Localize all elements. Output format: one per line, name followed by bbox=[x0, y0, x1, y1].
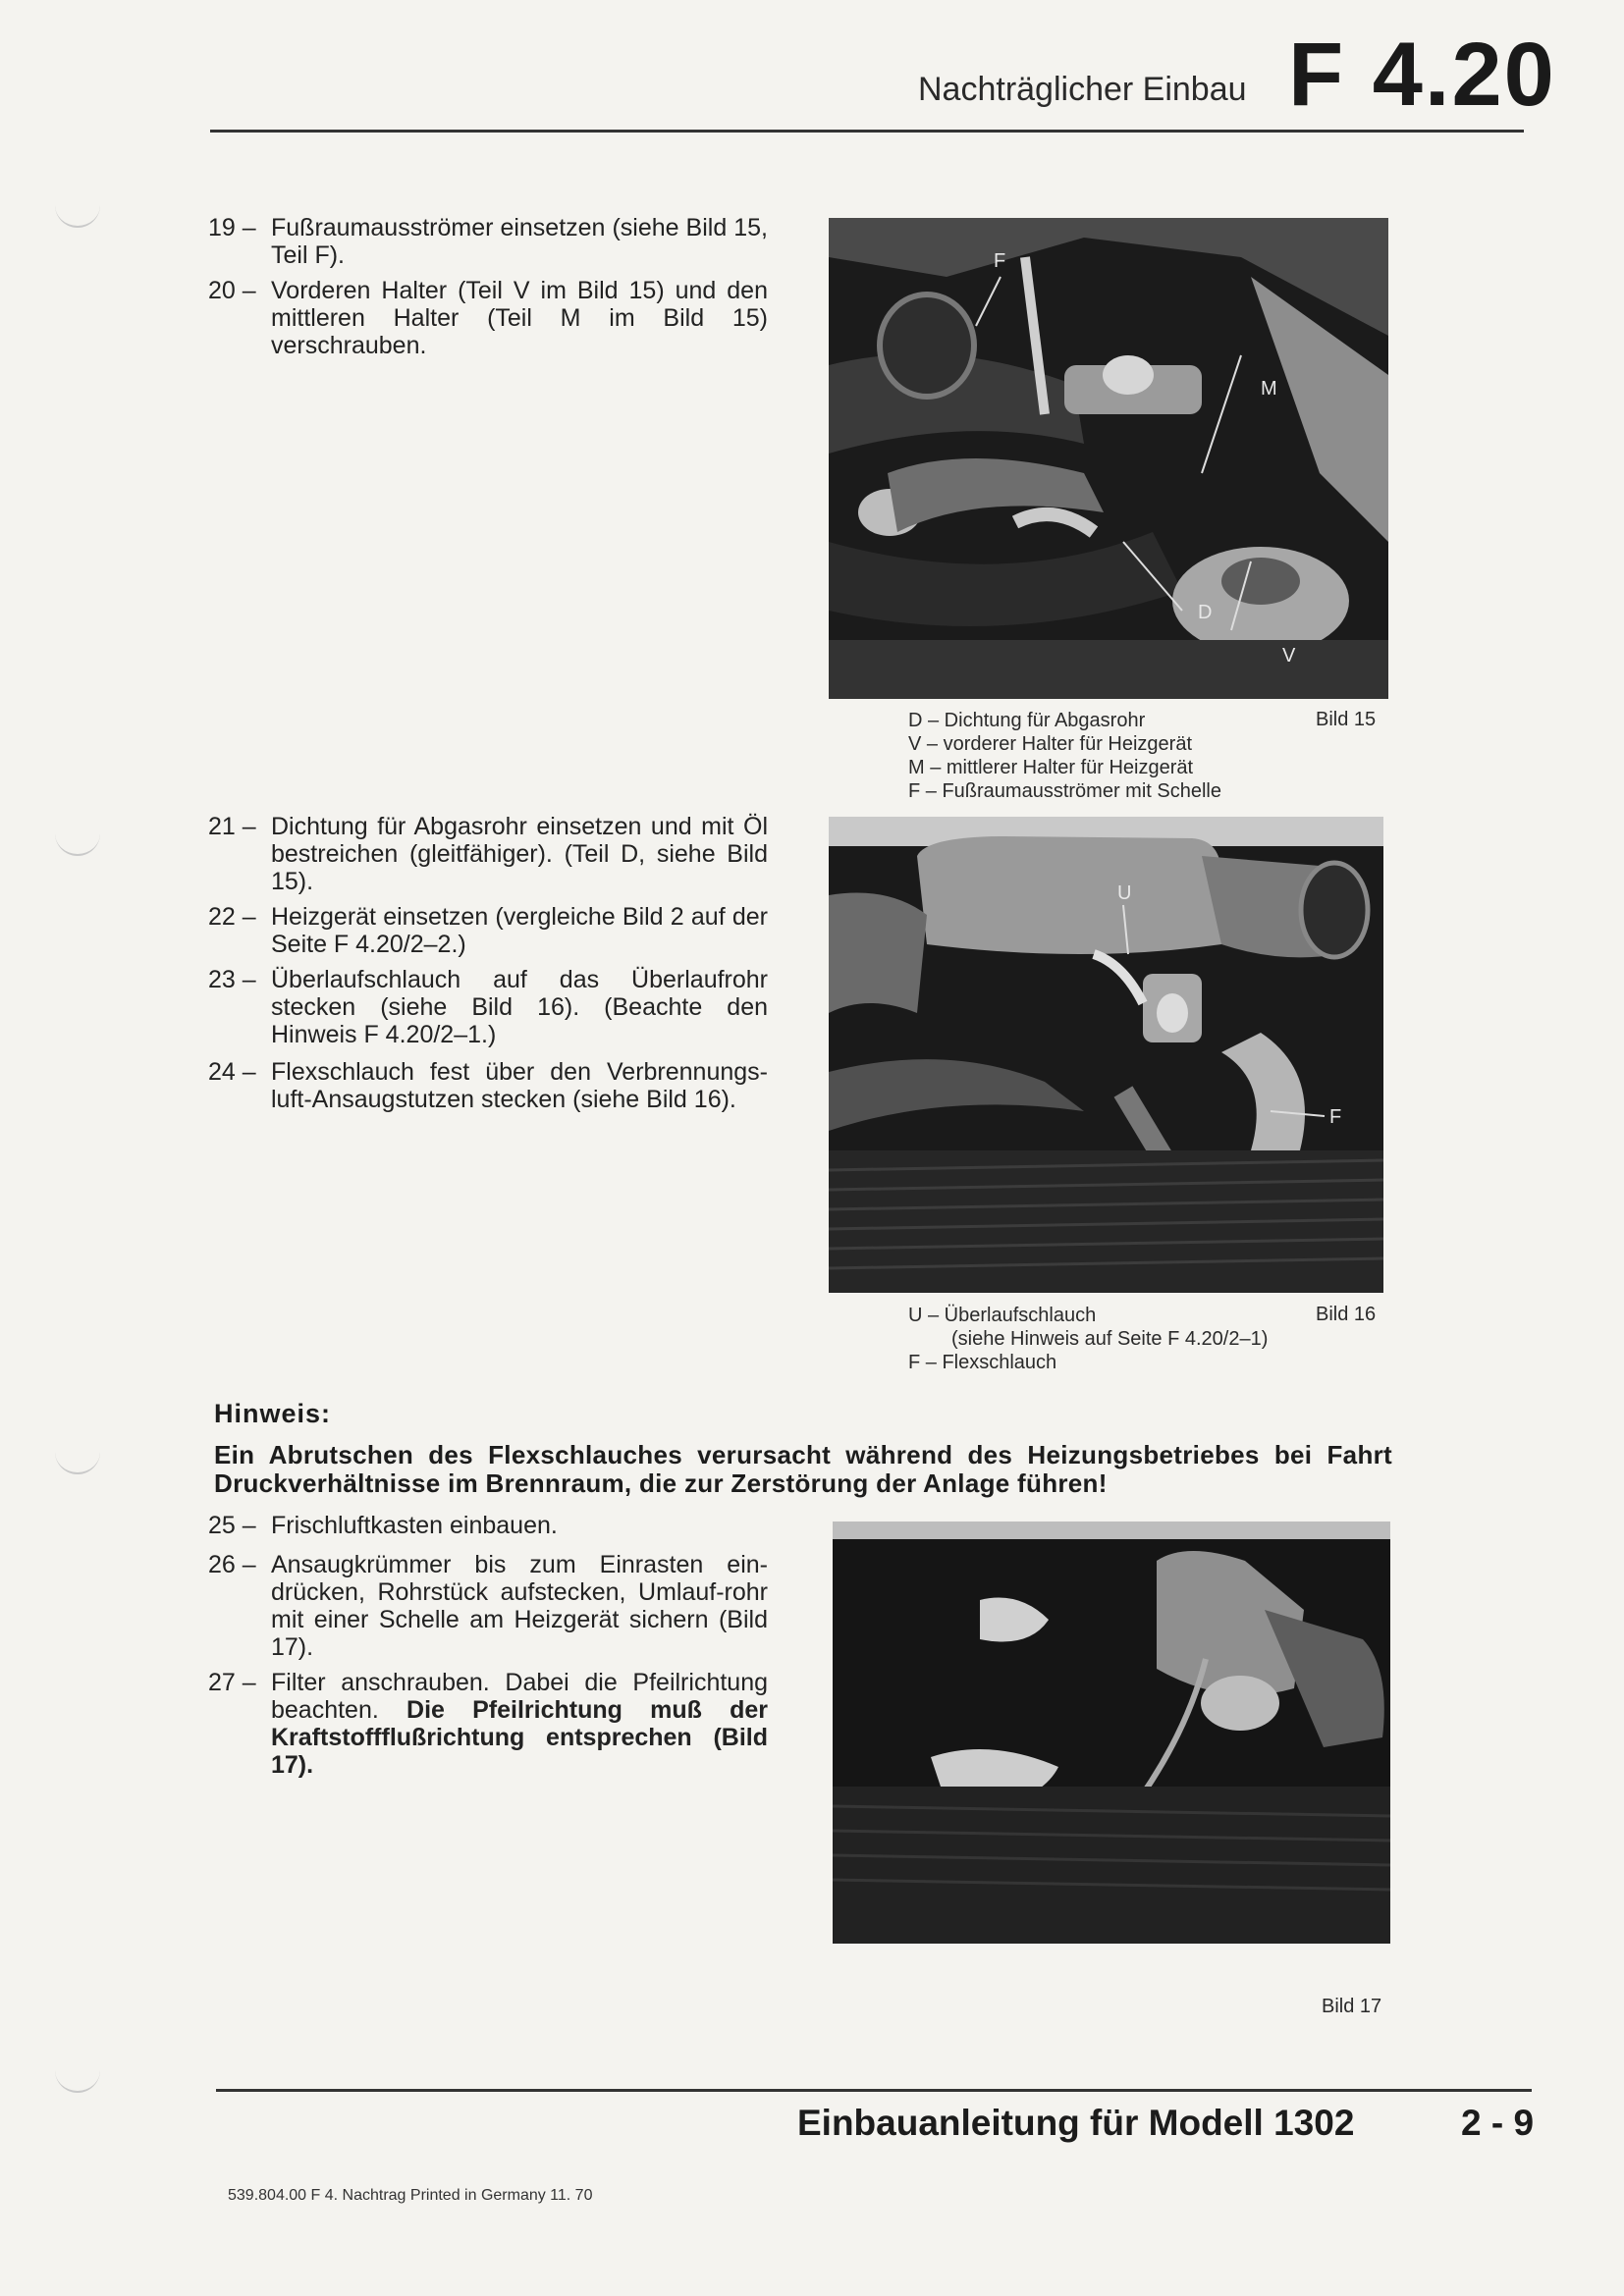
step-text: Flexschlauch fest über den Verbrennungs-luft-Ansaugstutzen stecken (siehe Bild 16). bbox=[271, 1058, 768, 1113]
heater-photo-16 bbox=[829, 817, 1383, 1293]
caption-line: M – mittlerer Halter für Heizgerät bbox=[908, 757, 1194, 778]
step-number: 20 – bbox=[208, 277, 256, 304]
step-number: 26 – bbox=[208, 1551, 256, 1578]
step-text: Überlaufschlauch auf das Überlaufrohr stecken (siehe Bild 16). (Beachte den Hinweis F 4.20/2–1.) bbox=[271, 966, 768, 1048]
step-26 bbox=[208, 1551, 768, 1661]
punch-hole-mark bbox=[55, 204, 100, 228]
caption-line: F – Fußraumausströmer mit Schelle bbox=[908, 780, 1221, 802]
step-text: Dichtung für Abgasrohr einsetzen und mit Öl bestreichen (gleitfähiger). (Teil D, siehe Bild 15). bbox=[271, 813, 768, 895]
step-text: Ansaugkrümmer bis zum Einrasten ein-drücken, Rohrstück aufstecken, Umlauf-rohr mit einer Schelle am Heizgerät sichern (Bild 17). bbox=[271, 1551, 768, 1661]
label-u: U bbox=[1117, 882, 1132, 904]
print-info: 539.804.00 F 4. Nachtrag Printed in Germany 11. 70 bbox=[228, 2187, 593, 2204]
step-number: 22 – bbox=[208, 903, 256, 931]
step-22 bbox=[208, 903, 768, 958]
footer-rule bbox=[216, 2089, 1532, 2092]
engine-bay-photo-15 bbox=[829, 218, 1388, 699]
figure-17-number: Bild 17 bbox=[1322, 1996, 1382, 2017]
step-text: Frischluftkasten einbauen. bbox=[271, 1512, 558, 1539]
caption-line bbox=[908, 1327, 1268, 1351]
figure-16-caption bbox=[908, 1304, 1268, 1374]
step-text-group bbox=[271, 1669, 768, 1779]
step-text: Vorderen Halter (Teil V im Bild 15) und den mittleren Halter (Teil M im Bild 15) verschrauben. bbox=[271, 277, 768, 359]
label-f: F bbox=[994, 250, 1006, 272]
figure-17-photo bbox=[833, 1522, 1390, 1944]
step-text-emphasis: Die Pfeilrichtung muß der Kraftstoffflußrichtung entsprechen (Bild 17). bbox=[271, 1696, 768, 1779]
step-number: 24 – bbox=[208, 1058, 256, 1086]
caption-line: F – Flexschlauch bbox=[908, 1352, 1057, 1373]
step-23 bbox=[208, 966, 768, 1048]
figure-16-photo bbox=[829, 817, 1383, 1293]
step-21 bbox=[208, 813, 768, 895]
label-f: F bbox=[1329, 1106, 1342, 1128]
step-number: 21 – bbox=[208, 813, 256, 840]
step-text: Filter anschrauben. Dabei die Pfeilrichtung beachten. bbox=[271, 1669, 768, 1724]
label-v: V bbox=[1282, 645, 1296, 667]
section-code: F 4.20 bbox=[1288, 25, 1556, 125]
step-24 bbox=[208, 1058, 768, 1113]
step-number: 19 – bbox=[208, 214, 256, 241]
note-text: Ein Abrutschen des Flexschlauches verursacht während des Heizungsbetriebes bei Fahrt Druckverhältnisse im Brennraum, die zur Zerstörung der Anlage führen! bbox=[214, 1440, 1392, 1498]
caption-line-text: (siehe Hinweis auf Seite F 4.20/2–1) bbox=[951, 1328, 1269, 1350]
step-text: Fußraumausströmer einsetzen (siehe Bild 15, Teil F). bbox=[271, 214, 768, 269]
page-number: 2 - 9 bbox=[1461, 2103, 1535, 2143]
figure-16-number: Bild 16 bbox=[1316, 1304, 1377, 1325]
step-25 bbox=[208, 1512, 768, 1539]
note-heading: Hinweis: bbox=[214, 1399, 332, 1428]
step-27 bbox=[208, 1669, 768, 1779]
punch-hole-mark bbox=[55, 832, 100, 856]
header-rule bbox=[210, 130, 1524, 133]
page-header-title: Nachträglicher Einbau bbox=[918, 71, 1247, 108]
figure-15-photo bbox=[829, 218, 1388, 699]
step-number: 27 – bbox=[208, 1669, 256, 1696]
manual-title: Einbauanleitung für Modell 1302 bbox=[797, 2103, 1355, 2143]
figure-15-caption bbox=[908, 709, 1221, 803]
filter-photo-17 bbox=[833, 1522, 1390, 1944]
step-number: 25 – bbox=[208, 1512, 256, 1539]
label-m: M bbox=[1261, 378, 1277, 400]
punch-hole-mark bbox=[55, 2069, 100, 2093]
step-19 bbox=[208, 214, 768, 269]
caption-line: D – Dichtung für Abgasrohr bbox=[908, 710, 1146, 731]
punch-hole-mark bbox=[55, 1451, 100, 1474]
step-20 bbox=[208, 277, 768, 359]
step-number: 23 – bbox=[208, 966, 256, 993]
label-d: D bbox=[1198, 602, 1213, 623]
figure-15-number: Bild 15 bbox=[1316, 709, 1377, 730]
caption-line: U – Überlaufschlauch bbox=[908, 1305, 1097, 1326]
step-text: Heizgerät einsetzen (vergleiche Bild 2 auf der Seite F 4.20/2–2.) bbox=[271, 903, 768, 958]
caption-line: V – vorderer Halter für Heizgerät bbox=[908, 733, 1193, 755]
